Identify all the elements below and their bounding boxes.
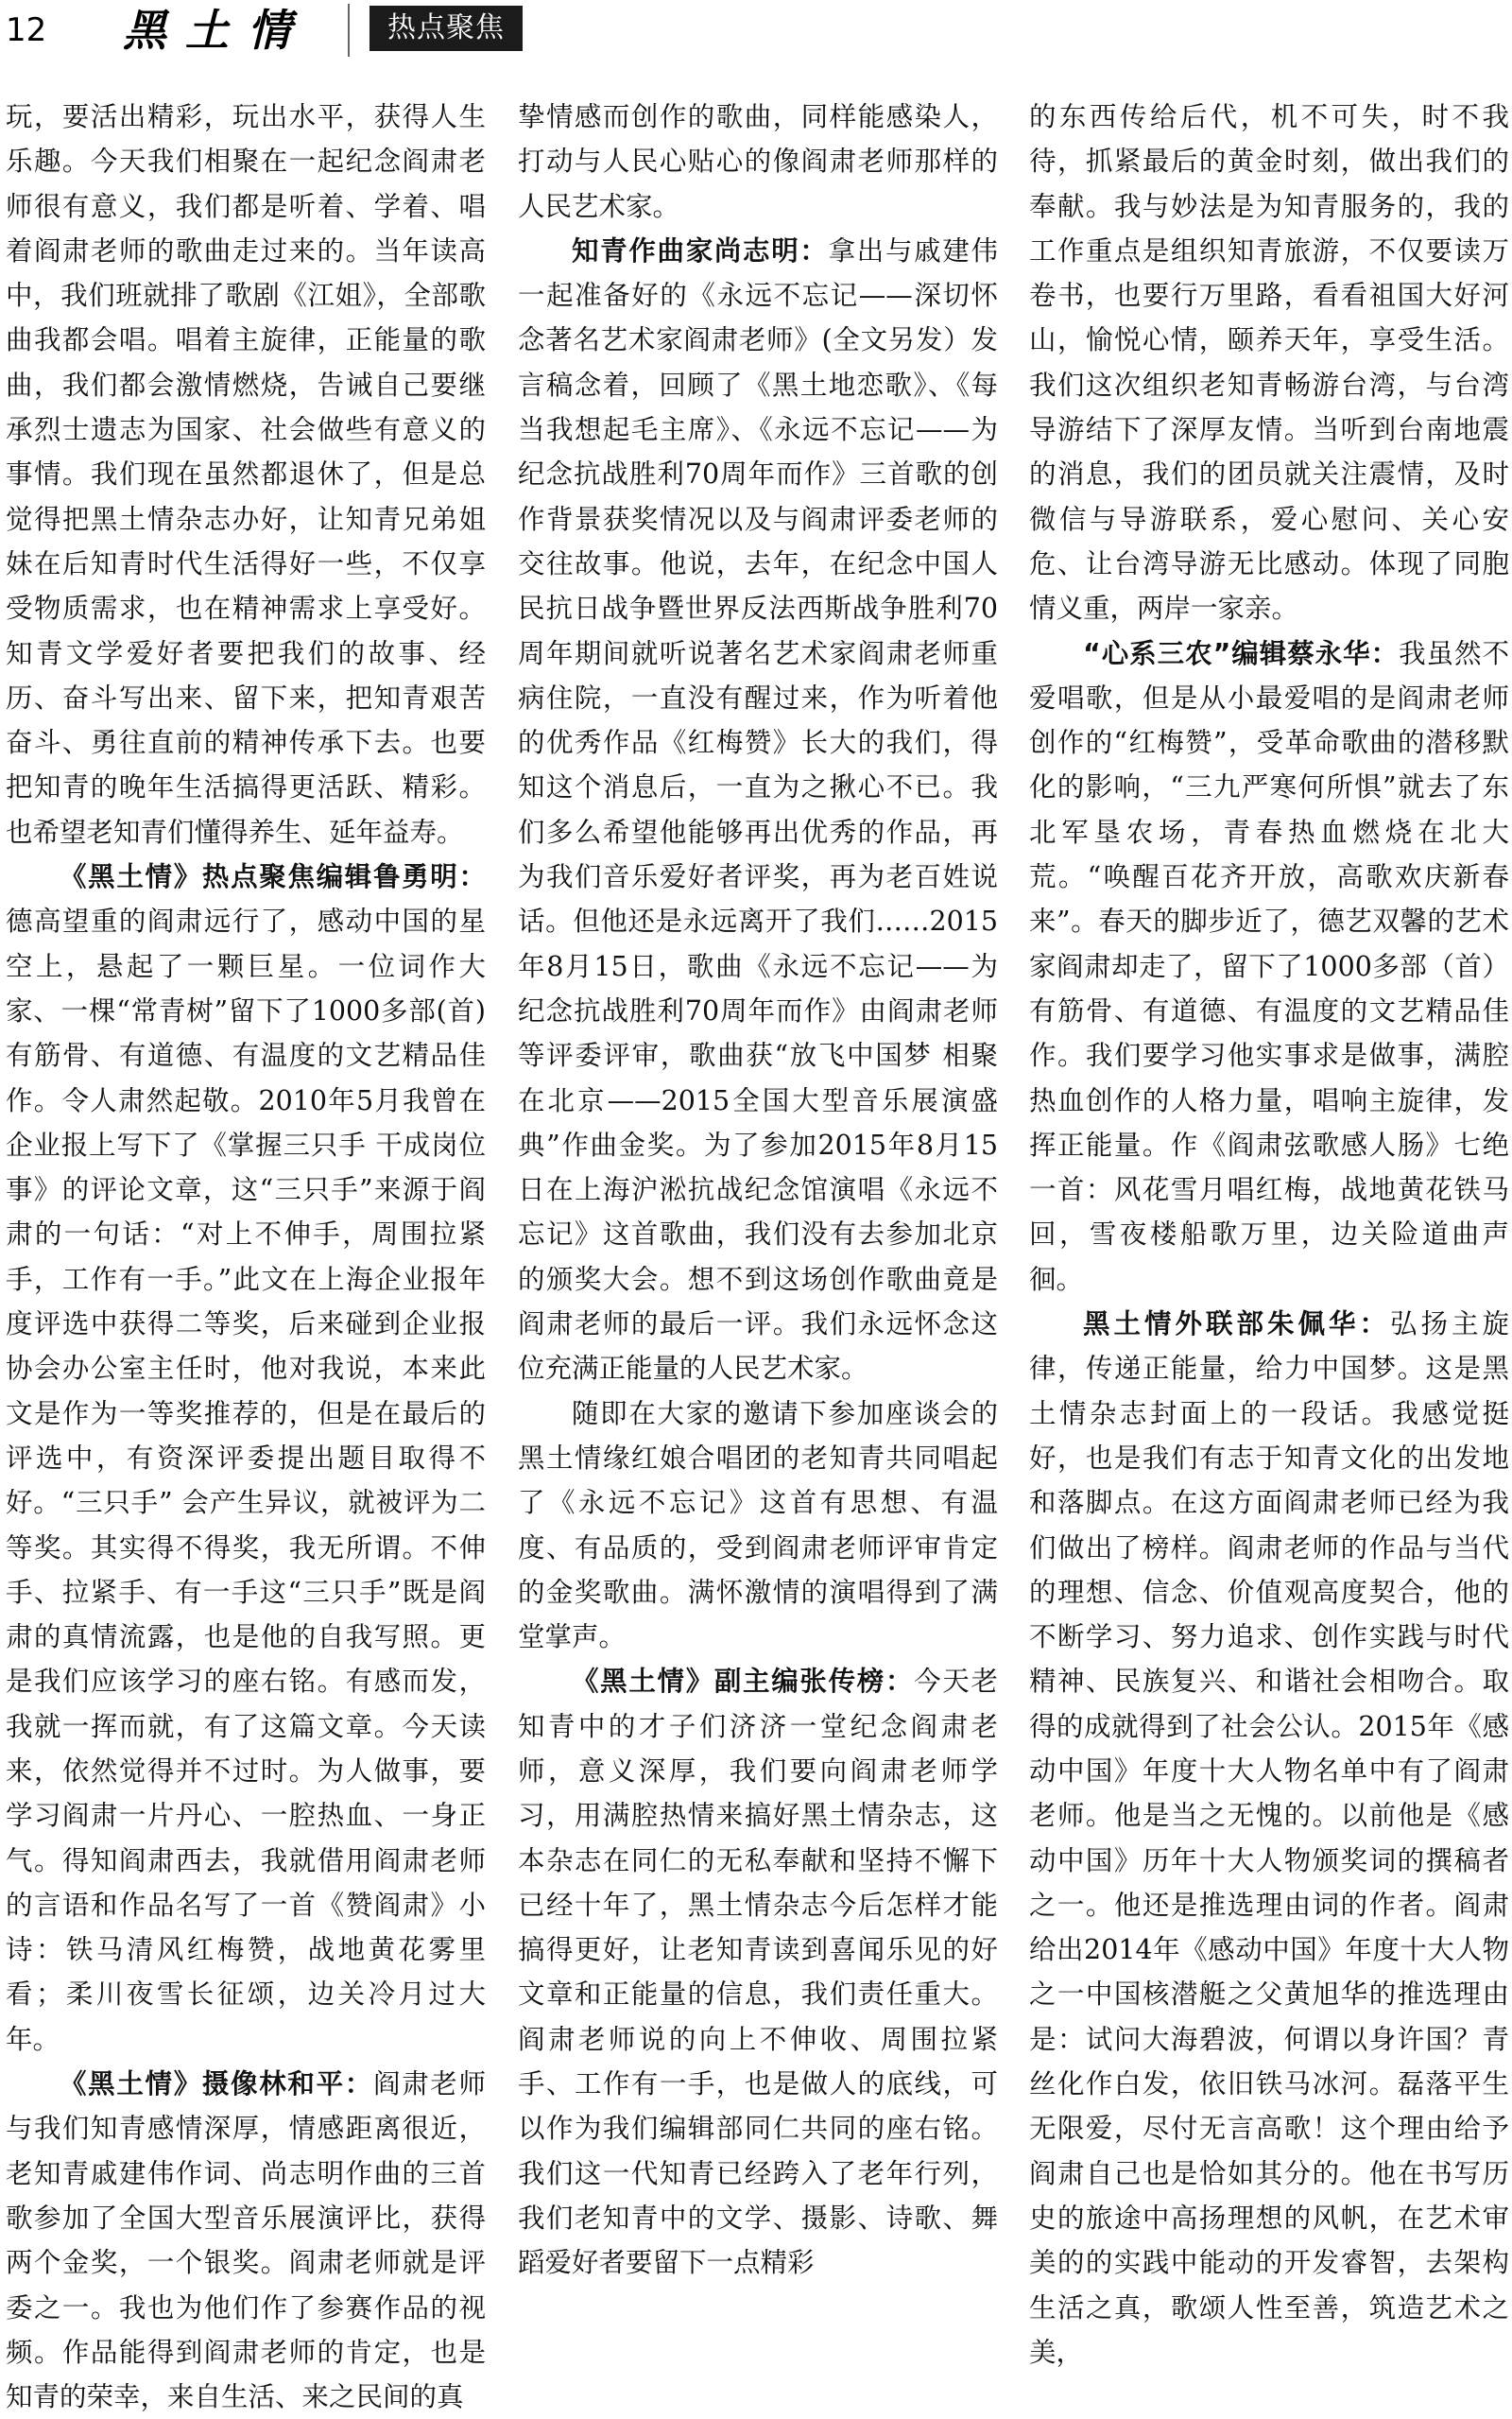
page-number: 12 <box>6 11 47 49</box>
paragraph <box>1029 631 1509 1302</box>
paragraph <box>518 229 998 1391</box>
paragraph: 的东西传给后代，机不可失，时不我待，抓紧最后的黄金时刻，做出我们的奉献。我与妙法是为知青服务的，我的工作重点是组织知青旅游，不仅要读万卷书，也要行万里路，看看祖国大好河山，愉悦心情，颐养天年，享受生活。我们这次组织老知青畅游台湾，与台湾导游结下了深厚友情。当听到台南地震的消息，我们的团员就关注震情，及时微信与导游联系，爱心慰问、关心安危、让台湾导游无比感动。体现了同胞情义重，两岸一家亲。 <box>1029 101 1509 625</box>
paragraph-text: 阎肃老师与我们知青感情深厚，情感距离很近，老知青戚建伟作词、尚志明作曲的三首歌参加了全国大型音乐展演评比，获得两个金奖，一个银奖。阎肃老师就是评委之一。我也为他们作了参赛作品的视频。作品能得到阎肃老师的肯定，也是知青的荣幸，来自生活、来之民间的真 <box>6 2068 486 2413</box>
paragraph <box>6 855 486 2062</box>
page-header <box>0 0 1512 62</box>
speaker-label: 《黑土情》热点聚焦编辑鲁勇明： <box>60 861 486 893</box>
paragraph <box>1029 1302 1509 2375</box>
speaker-label: 知青作曲家尚志明： <box>572 234 829 267</box>
paragraph: 玩，要活出精彩，玩出水平，获得人生乐趣。今天我们相聚在一起纪念阎肃老师很有意义，我们都是听着、学着、唱着阎肃老师的歌曲走过来的。当年读高中，我们班就排了歌剧《江姐》，全部歌曲我都会唱。唱着主旋律，正能量的歌曲，我们都会激情燃烧，告诫自己要继承烈士遗志为国家、社会做些有意义的事情。我们现在虽然都退休了，但是总觉得把黑土情杂志办好，让知青兄弟姐妹在后知青时代生活得好一些，不仅享受物质需求，也在精神需求上享受好。知青文学爱好者要把我们的故事、经历、奋斗写出来、留下来，把知青艰苦奋斗、勇往直前的精神传承下去。也要把知青的晚年生活搞得更活跃、精彩。也希望老知青们懂得养生、延年益寿。 <box>6 101 486 848</box>
header-divider <box>348 4 350 57</box>
column-3 <box>1029 95 1509 2368</box>
speaker-label: 《黑土情》副主编张传榜： <box>572 1666 915 1698</box>
masthead-logo: 黑土情 <box>123 5 310 56</box>
article-body <box>0 95 1512 2413</box>
column-2 <box>518 95 998 2279</box>
speaker-label: 《黑土情》摄像林和平： <box>60 2068 373 2100</box>
column-1 <box>6 95 486 2413</box>
paragraph <box>518 1659 998 2285</box>
section-tag: 热点聚焦 <box>369 6 523 51</box>
speaker-label: “心系三农”编辑蔡永华： <box>1083 637 1400 669</box>
speaker-label: 黑土情外联部朱佩华： <box>1083 1308 1390 1340</box>
paragraph-text: 拿出与戚建伟一起准备好的《永远不忘记——深切怀念著名艺术家阎肃老师》(全文另发）发言稿念着，回顾了《黑土地恋歌》、《每当我想起毛主席》、《永远不忘记——为纪念抗战胜利70周年而作》三首歌的创作背景获奖情况以及与阎肃评委老师的交往故事。他说，去年，在纪念中国人民抗日战争暨世界反法西斯战争胜利70周年期间就听说著名艺术家阎肃老师重病住院，一直没有醒过来，作为听着他的优秀作品《红梅赞》长大的我们，得知这个消息后，一直为之揪心不已。我们多么希望他能够再出优秀的作品，再为我们音乐爱好者评奖，再为老百姓说话。但他还是永远离开了我们……2015年8月15日，歌曲《永远不忘记——为纪念抗战胜利70周年而作》由阎肃老师等评委评审，歌曲获“放飞中国梦 相聚在北京——2015全国大型音乐展演盛典”作曲金奖。为了参加2015年8月15日在上海沪淞抗战纪念馆演唱《永远不忘记》这首歌曲，我们没有去参加北京的颁奖大会。想不到这场创作歌曲竟是阎肃老师的最后一评。我们永远怀念这位充满正能量的人民艺术家。 <box>518 234 998 1385</box>
paragraph-text: 我虽然不爱唱歌，但是从小最爱唱的是阎肃老师创作的“红梅赞”，受革命歌曲的潜移默化的影响，“三九严寒何所惧”就去了东北军垦农场，青春热血燃烧在北大荒。“唤醒百花齐开放，高歌欢庆新春来”。春天的脚步近了，德艺双馨的艺术家阎肃却走了，留下了1000多部（首）有筋骨、有道德、有温度的文艺精品佳作。我们要学习他实事求是做事，满腔热血创作的人格力量，唱响主旋律，发挥正能量。作《阎肃弦歌感人肠》七绝一首：风花雪月唱红梅，战地黄花铁马回，雪夜楼船歌万里，边关险道曲声徊。 <box>1029 637 1509 1295</box>
paragraph: 随即在大家的邀请下参加座谈会的黑土情缘红娘合唱团的老知青共同唱起了《永远不忘记》这首有思想、有温度、有品质的，受到阎肃老师评审肯定的金奖歌曲。满怀激情的演唱得到了满堂掌声。 <box>518 1397 998 1653</box>
paragraph-text: 弘扬主旋律，传递正能量，给力中国梦。这是黑土情杂志封面上的一段话。我感觉挺好，也是我们有志于知青文化的出发地和落脚点。在这方面阎肃老师已经为我们做出了榜样。阎肃老师的作品与当代的理想、信念、价值观高度契合，他的不断学习、努力追求、创作实践与时代精神、民族复兴、和谐社会相吻合。取得的成就得到了社会公认。2015年《感动中国》年度十大人物名单中有了阎肃老师。他是当之无愧的。以前他是《感动中国》历年十大人物颁奖词的撰稿者之一。他还是推选理由词的作者。阎肃给出2014年《感动中国》年度十大人物之一中国核潜艇之父黄旭华的推选理由是：试问大海碧波，何谓以身许国？青丝化作白发，依旧铁马冰河。磊落平生无限爱，尽付无言高歌！这个理由给予阎肃自己也是恰如其分的。他在书写历史的旅途中高扬理想的风帆，在艺术审美的的实践中能动的开发睿智，去架构生活之真，歌颂人性至善，筑造艺术之美， <box>1029 1308 1509 2368</box>
paragraph-text: 德高望重的阎肃远行了，感动中国的星空上，悬起了一颗巨星。一位词作大家、一棵“常青树”留下了1000多部(首)有筋骨、有道德、有温度的文艺精品佳作。令人肃然起敬。2010年5月我曾在企业报上写下了《掌握三只手 干成岗位事》的评论文章，这“三只手”来源于阎肃的一句话：“对上不伸手，周围拉紧手，工作有一手。”此文在上海企业报年度评选中获得二等奖，后来碰到企业报协会办公室主任时，他对我说，本来此文是作为一等奖推荐的，但是在最后的评选中，有资深评委提出题目取得不好。“三只手” 会产生异议，就被评为二等奖。其实得不得奖，我无所谓。不伸手、拉紧手、有一手这“三只手”既是阎肃的真情流露，也是他的自我写照。更是我们应该学习的座右铭。有感而发，我就一挥而就，有了这篇文章。今天读来，依然觉得并不过时。为人做事，要学习阎肃一片丹心、一腔热血、一身正气。得知阎肃西去，我就借用阎肃老师的言语和作品名写了一首《赞阎肃》小诗：铁马清风红梅赞，战地黄花雾里看；柔川夜雪长征颂，边关冷月过大年。 <box>6 906 486 2055</box>
paragraph <box>6 2062 486 2419</box>
paragraph: 挚情感而创作的歌曲，同样能感染人，打动与人民心贴心的像阎肃老师那样的人民艺术家。 <box>518 101 998 222</box>
paragraph-text: 今天老知青中的才子们济济一堂纪念阎肃老师，意义深厚，我们要向阎肃老师学习，用满腔热情来搞好黑土情杂志，这本杂志在同仁的无私奉献和坚持不懈下已经十年了，黑土情杂志今后怎样才能搞得更好，让老知青读到喜闻乐见的好文章和正能量的信息，我们责任重大。阎肃老师说的向上不伸收、周围拉紧手、工作有一手，也是做人的底线，可以作为我们编辑部同仁共同的座右铭。我们这一代知青已经跨入了老年行列，我们老知青中的文学、摄影、诗歌、舞蹈爱好者要留下一点精彩 <box>518 1666 998 2279</box>
